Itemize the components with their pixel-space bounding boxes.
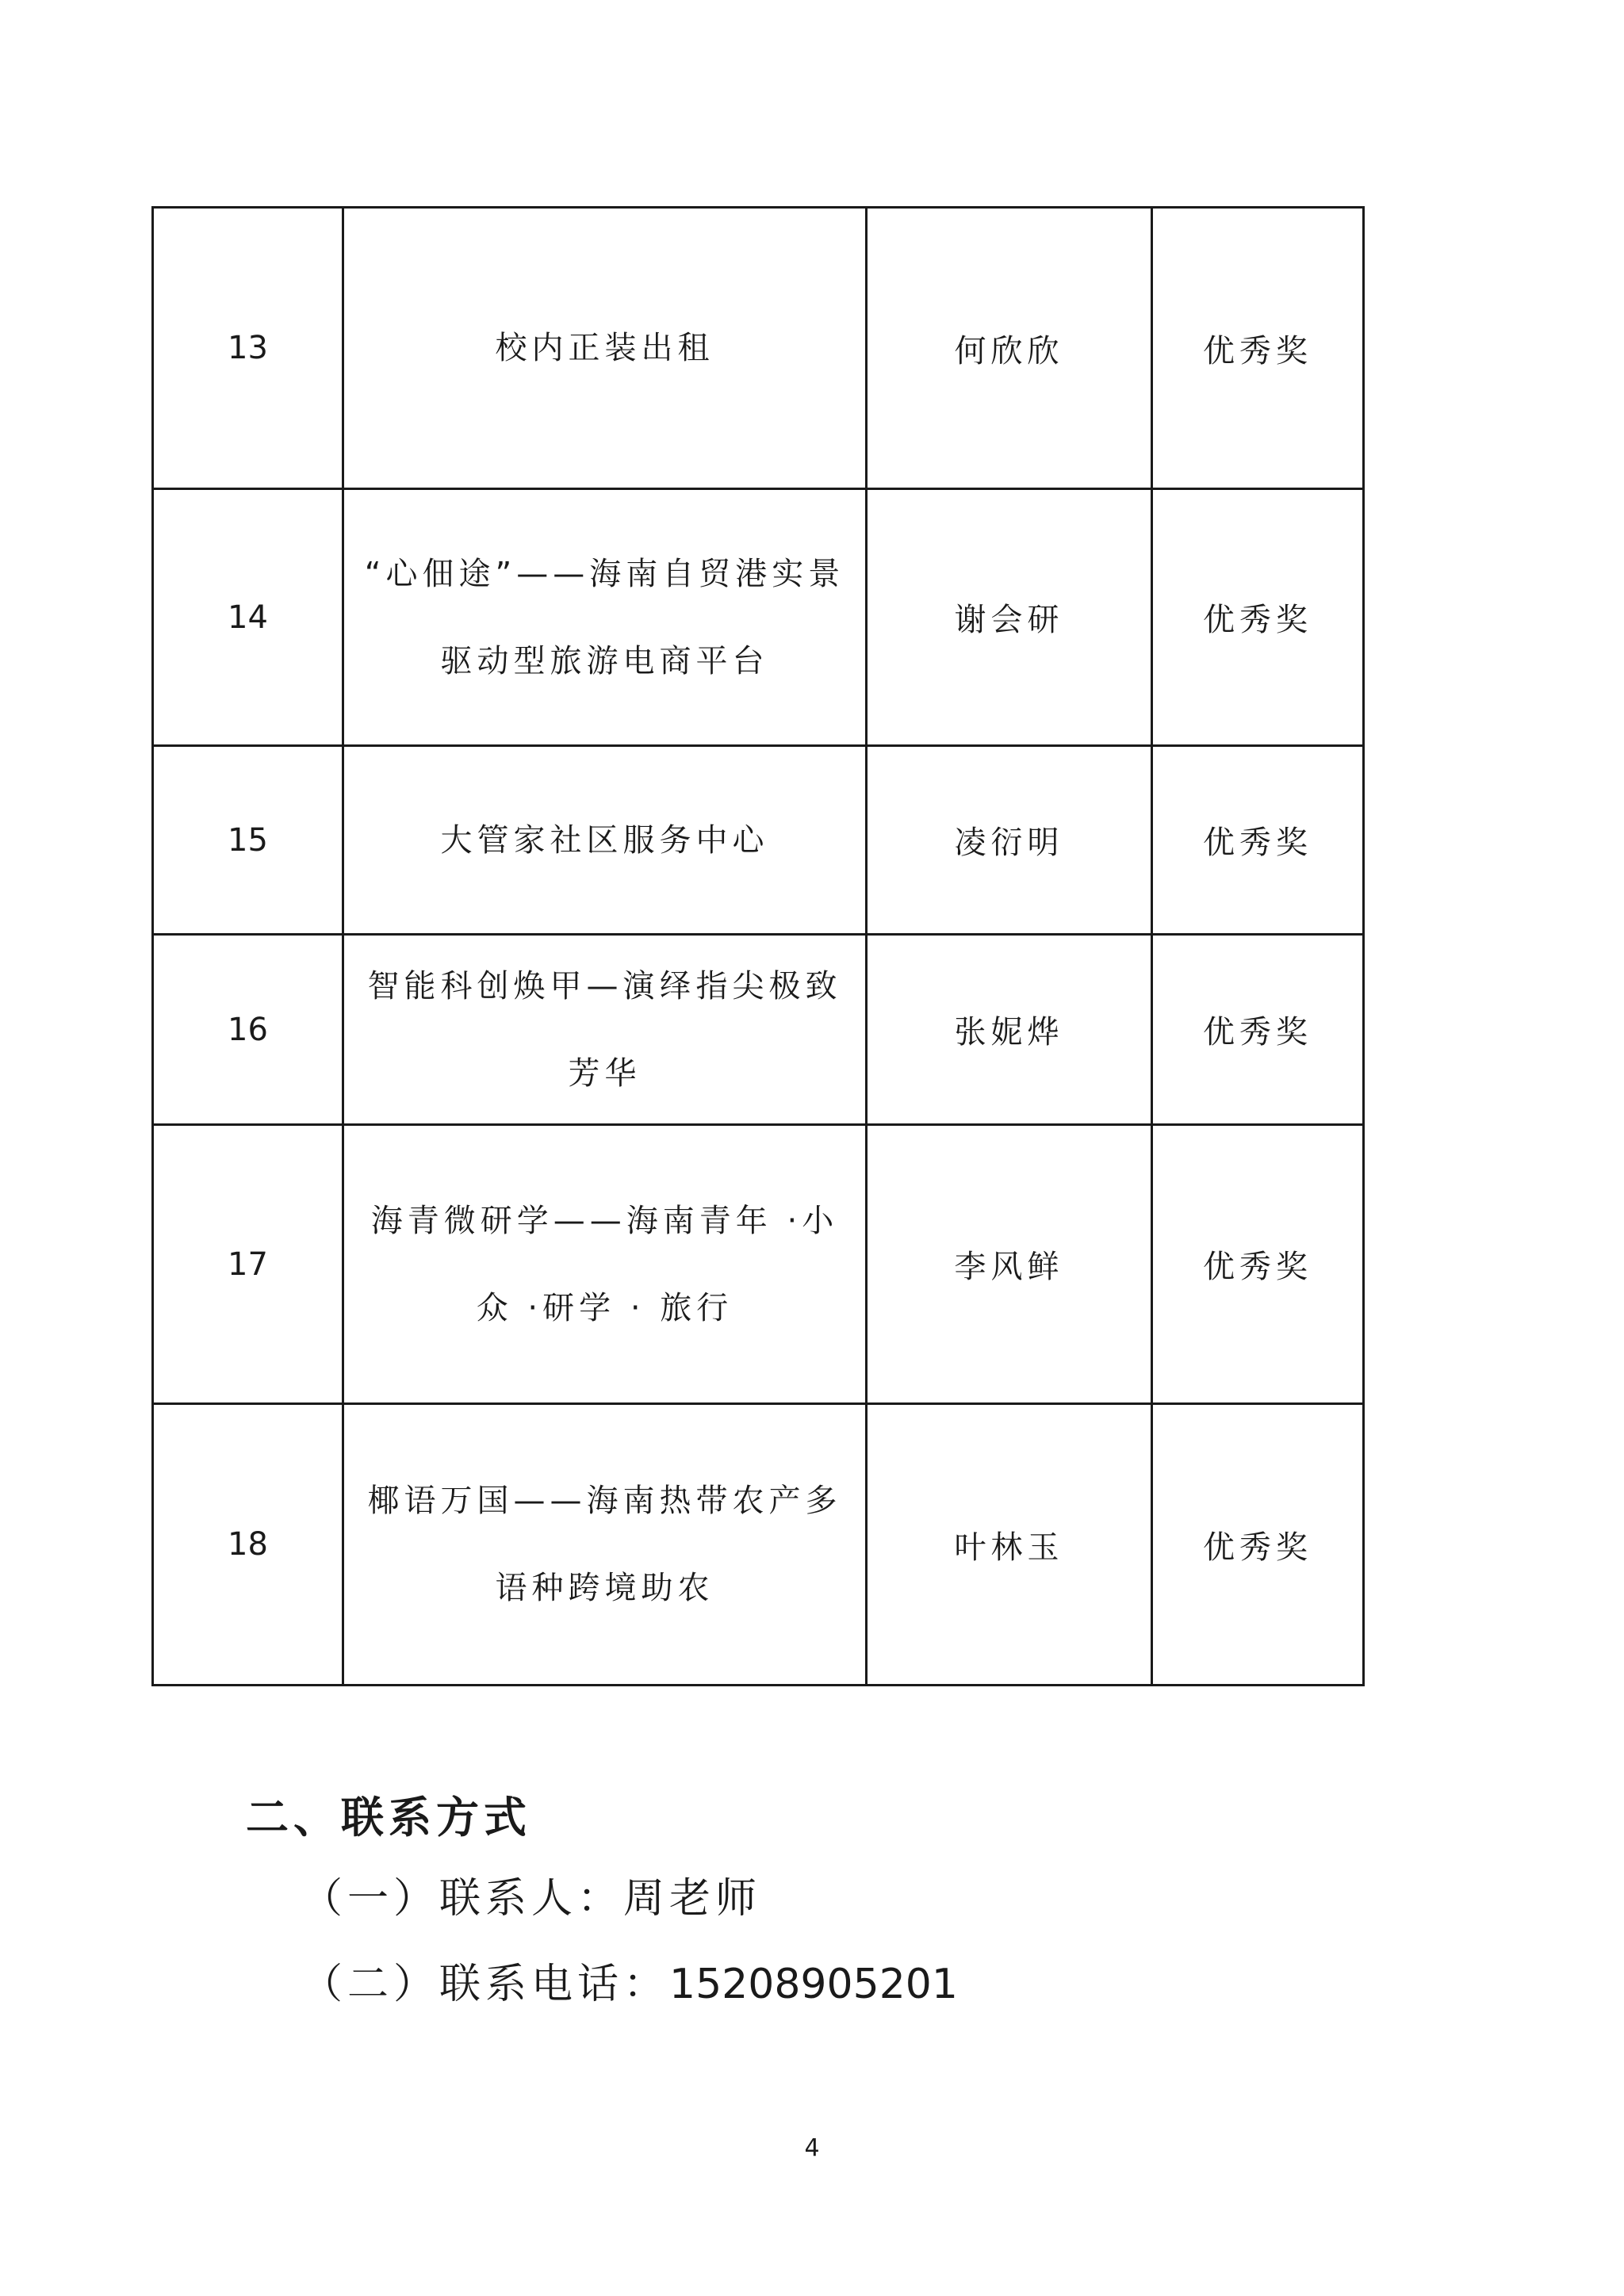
row-number: 15 <box>153 746 343 935</box>
table-row <box>153 208 1364 489</box>
table-row <box>153 1404 1364 1686</box>
page-number: 4 <box>804 2134 820 2162</box>
project-name: 海青微研学——海南青年 ·小众 ·研学 · 旅行 <box>343 1125 867 1404</box>
table-row <box>153 746 1364 935</box>
table-row <box>153 489 1364 746</box>
person-name: 张妮烨 <box>867 935 1152 1125</box>
contact-person-value: 周老师 <box>623 1875 762 1923</box>
award-level: 优秀奖 <box>1152 1404 1364 1686</box>
person-name: 谢会研 <box>867 489 1152 746</box>
row-number: 13 <box>153 208 343 489</box>
person-name: 叶林玉 <box>867 1404 1152 1686</box>
award-level: 优秀奖 <box>1152 746 1364 935</box>
row-number: 18 <box>153 1404 343 1686</box>
award-level: 优秀奖 <box>1152 489 1364 746</box>
contact-phone-line <box>301 1950 958 2010</box>
award-level: 优秀奖 <box>1152 935 1364 1125</box>
row-number: 16 <box>153 935 343 1125</box>
project-name: 校内正装出租 <box>343 208 867 489</box>
contact-section-heading: 二、联系方式 <box>246 1793 531 1843</box>
row-number: 14 <box>153 489 343 746</box>
person-name: 凌衍明 <box>867 746 1152 935</box>
table-row <box>153 935 1364 1125</box>
person-name: 李风鲜 <box>867 1125 1152 1404</box>
person-name: 何欣欣 <box>867 208 1152 489</box>
contact-phone-label: （二）联系电话： <box>301 1961 670 2008</box>
award-level: 优秀奖 <box>1152 208 1364 489</box>
award-level: 优秀奖 <box>1152 1125 1364 1404</box>
awards-table <box>151 206 1365 1686</box>
project-name: 椰语万国——海南热带农产多语种跨境助农 <box>343 1404 867 1686</box>
project-name: 智能科创焕甲—演绎指尖极致芳华 <box>343 935 867 1125</box>
contact-phone-value: 15208905201 <box>669 1961 958 2008</box>
row-number: 17 <box>153 1125 343 1404</box>
project-name: 大管家社区服务中心 <box>343 746 867 935</box>
contact-person-line <box>301 1865 761 1924</box>
contact-person-label: （一）联系人： <box>301 1875 624 1923</box>
table-row <box>153 1125 1364 1404</box>
project-name: “心佃途”——海南自贸港实景驱动型旅游电商平台 <box>343 489 867 746</box>
